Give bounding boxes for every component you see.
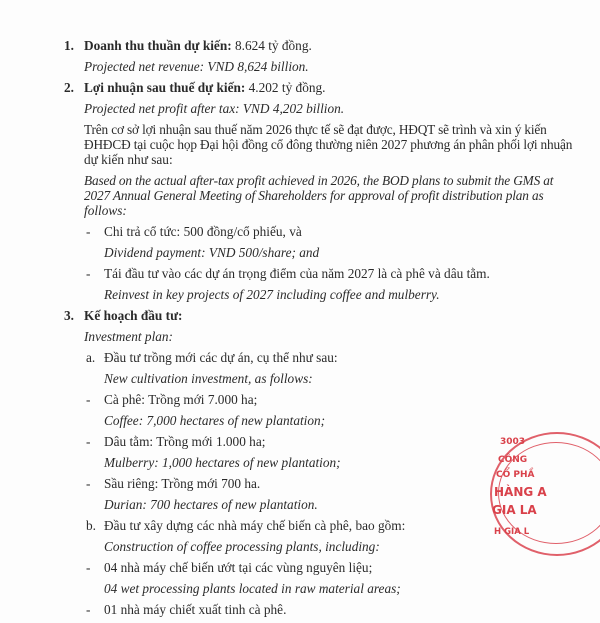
coffee-en: Coffee: 7,000 hectares of new plantation; <box>104 413 326 428</box>
paragraph-vi-line: ĐHĐCĐ tại cuộc họp Đại hội đồng cổ đông thường niên 2027 phương án phân phối lợi nhuận <box>84 137 573 152</box>
bullet-dash: - <box>86 434 91 449</box>
cultivation-en: New cultivation investment, as follows: <box>104 371 313 386</box>
mulberry-en: Mulberry: 1,000 hectares of new plantation; <box>104 455 341 470</box>
sub-marker: a. <box>86 350 96 365</box>
item-number: 3. <box>64 308 74 323</box>
plants-vi: Đầu tư xây dựng các nhà máy chế biến cà phê, bao gồm: <box>104 518 406 533</box>
dividend-vi: Chi trả cổ tức: 500 đồng/cổ phiếu, và <box>104 224 302 239</box>
mulberry-vi: Dâu tằm: Trồng mới 1.000 ha; <box>104 434 266 449</box>
item-number: 1. <box>64 38 74 53</box>
sub-marker: b. <box>86 518 96 533</box>
bullet-dash: - <box>86 392 91 407</box>
paragraph-en-line: 2027 Annual General Meeting of Shareholders for approval of profit distribution plan as <box>84 188 544 203</box>
bullet-dash: - <box>86 560 91 575</box>
investment-heading: Kế hoạch đầu tư: <box>84 308 183 323</box>
bullet-dash: - <box>86 476 91 491</box>
paragraph-vi-row <box>0 137 600 152</box>
stamp-text: GIA LA <box>492 503 537 517</box>
cultivation-vi: Đầu tư trồng mới các dự án, cụ thể như sau: <box>104 350 338 365</box>
bullet-dash: - <box>86 266 91 281</box>
bullet-dash: - <box>86 224 91 239</box>
profit-value: 4.202 tỷ đồng. <box>245 80 326 95</box>
paragraph-en-line: Based on the actual after-tax profit achieved in 2026, the BOD plans to submit the GMS at <box>84 173 554 188</box>
extraction-plant-vi: 01 nhà máy chiết xuất tinh cà phê. <box>104 602 287 617</box>
durian-en: Durian: 700 hectares of new plantation. <box>104 497 318 512</box>
dividend-row <box>0 224 600 245</box>
durian-vi: Sầu riêng: Trồng mới 700 ha. <box>104 476 261 491</box>
wet-plants-row <box>0 560 600 581</box>
stamp-text: CÔNG <box>498 455 528 465</box>
revenue-label: Doanh thu thuần dự kiến: <box>84 38 232 53</box>
coffee-vi: Cà phê: Trồng mới 7.000 ha; <box>104 392 258 407</box>
revenue-translation: Projected net revenue: VND 8,624 billion. <box>84 59 309 74</box>
item-number: 2. <box>64 80 74 95</box>
plants-en: Construction of coffee processing plants, including: <box>104 539 380 554</box>
dividend-en: Dividend payment: VND 500/share; and <box>104 245 320 260</box>
revenue-value: 8.624 tỷ đồng. <box>231 38 312 53</box>
company-stamp <box>490 432 600 550</box>
paragraph-vi-line: Trên cơ sở lợi nhuận sau thuế năm 2026 thực tế sẽ đạt được, HĐQT sẽ trình và xin ý kiến <box>84 122 547 137</box>
profit-label: Lợi nhuận sau thuế dự kiến: <box>84 80 246 95</box>
paragraph-en-row <box>0 188 600 203</box>
reinvest-vi: Tái đầu tư vào các dự án trọng điểm của năm 2027 là cà phê và dâu tằm. <box>104 266 490 281</box>
coffee-row <box>0 392 600 413</box>
bullet-dash: - <box>86 602 91 617</box>
paragraph-en-row <box>0 173 600 188</box>
reinvest-row <box>0 266 600 287</box>
paragraph-vi-row <box>0 122 600 137</box>
stamp-text: 3003 <box>500 437 526 447</box>
wet-plants-en: 04 wet processing plants located in raw material areas; <box>104 581 401 596</box>
paragraph-en-line: follows: <box>84 203 127 218</box>
profit-line <box>0 80 600 101</box>
profit-translation: Projected net profit after tax: VND 4,202 billion. <box>84 101 345 116</box>
investment-heading-row <box>0 308 600 329</box>
paragraph-vi-line: dự kiến như sau: <box>84 152 173 167</box>
wet-plants-vi: 04 nhà máy chế biến ướt tại các vùng nguyên liệu; <box>104 560 373 575</box>
stamp-text: CỔ PHẦ <box>496 470 535 480</box>
stamp-text: H GIA L <box>494 527 530 537</box>
investment-translation: Investment plan: <box>84 329 173 344</box>
stamp-text: HÀNG A <box>494 485 547 499</box>
reinvest-en: Reinvest in key projects of 2027 including coffee and mulberry. <box>104 287 440 302</box>
cultivation-row <box>0 350 600 371</box>
extraction-plant-row <box>0 602 600 623</box>
revenue-line <box>0 38 600 59</box>
